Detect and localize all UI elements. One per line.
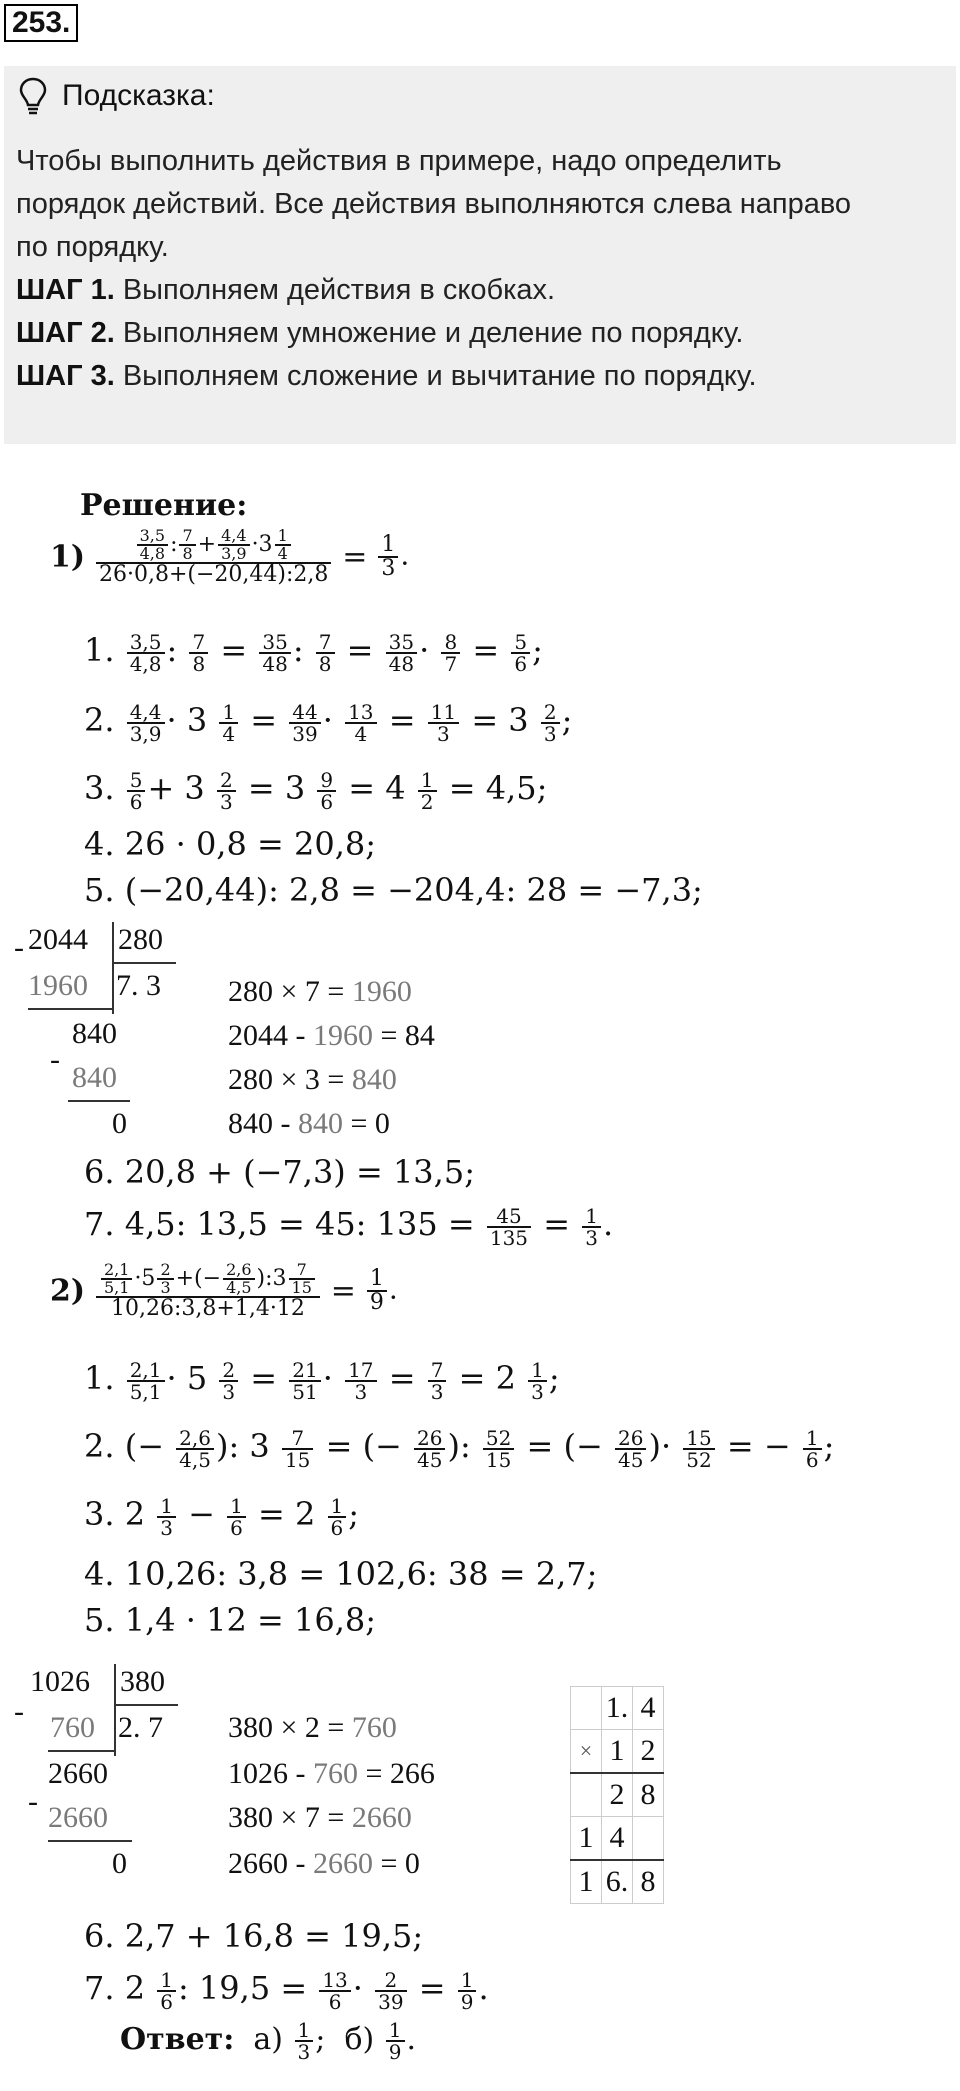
p2-step-1: 1. $\frac{2,1}{5,1}$ · 5 $\frac{2}{3}$ = $\frac{21}{51}$ · $\frac{17}{3}$ = $\frac{7}{3}$ = 2 $\frac{1}{3}$ ;: [84, 1357, 560, 1404]
mult-cell: 6.: [602, 1860, 633, 1904]
division-2-row: 0: [112, 1847, 127, 1880]
division-2-note: 1026 - 760 = 266: [228, 1757, 435, 1790]
division-1-minus: -: [50, 1043, 60, 1076]
p2-step-6: 6. 2,7 + 16,8 = 19,5;: [84, 1917, 424, 1955]
hint-step-1: ШАГ 1. Выполняем действия в скобках.: [16, 274, 556, 306]
p2-step-2: 2. (− $\frac{2,6}{4,5}$ ): 3 $\frac{7}{15}$ = (− $\frac{26}{45}$ ): $\frac{52}{15}$ = (− $\frac{26}{45}$ )· $\frac{15}{52}$ = − $\frac{1}{6}$ ;: [84, 1425, 835, 1472]
division-1-row: 1960: [28, 969, 88, 1002]
hint-title: Подсказка:: [62, 79, 215, 112]
mult-cell: 2: [602, 1773, 633, 1817]
division-2-quotient: 2. 7: [118, 1711, 163, 1744]
hint-text-line: Чтобы выполнить действия в примере, надо определить: [16, 145, 782, 177]
exercise-number: 253.: [4, 4, 78, 42]
problem-2-expression: 2) $\frac{2,1}{5,1}$ ·5 $\frac{2}{3}$ +(− $\frac{2,6}{4,5}$ ):3 $\frac{7}{15}$ 10,26:3,8+1,4·12 = $\frac{1}{9}$ .: [50, 1260, 398, 1321]
hint-text-line: по порядку.: [16, 231, 169, 263]
mult-cell: 2: [633, 1730, 664, 1774]
multiplication-grid: [570, 1686, 664, 1904]
problem-1-expression: 1) $\frac{3,5}{4,8}$ : $\frac{7}{8}$ + $\frac{4,4}{3,9}$ ·3 $\frac{1}{4}$ 26·0,8+(−20,44):2,8 = $\frac{1}{3}$ .: [50, 526, 410, 587]
division-2-note: 380 × 7 = 2660: [228, 1801, 412, 1834]
hint-step-2: ШАГ 2. Выполняем умножение и деление по порядку.: [16, 317, 744, 349]
solution-heading: Решение:: [80, 488, 248, 523]
mult-cell: 1: [602, 1730, 633, 1774]
p1-step-2: 2. $\frac{4,4}{3,9}$ · 3 $\frac{1}{4}$ = $\frac{44}{39}$ · $\frac{13}{4}$ = $\frac{11}{3}$ = 3 $\frac{2}{3}$ ;: [84, 699, 573, 746]
p1-step-6: 6. 20,8 + (−7,3) = 13,5;: [84, 1153, 475, 1191]
mult-cell: 1.: [602, 1687, 633, 1730]
mult-cell: 4: [633, 1687, 664, 1730]
division-2-note: 2660 - 2660 = 0: [228, 1847, 420, 1880]
division-1-quotient: 7. 3: [116, 969, 161, 1002]
hint-step-3: ШАГ 3. Выполняем сложение и вычитание по порядку.: [16, 360, 757, 392]
division-1-divisor: 280: [118, 923, 163, 956]
p1-step-3: 3. $\frac{5}{6}$ + 3 $\frac{2}{3}$ = 3 $\frac{9}{6}$ = 4 $\frac{1}{2}$ = 4,5;: [84, 767, 548, 814]
division-1-minus: -: [14, 931, 24, 964]
division-1-dividend: 2044: [28, 923, 88, 956]
p1-step-5: 5. (−20,44): 2,8 = −204,4: 28 = −7,3;: [84, 871, 703, 909]
mult-cell: 1: [571, 1817, 602, 1861]
p2-step-3: 3. 2 $\frac{1}{3}$ − $\frac{1}{6}$ = 2 $\frac{1}{6}$ ;: [84, 1493, 360, 1540]
mult-cell: [633, 1817, 664, 1861]
p1-step-7: 7. 4,5: 13,5 = 45: 135 = $\frac{45}{135}$ = $\frac{1}{3}$ .: [84, 1203, 614, 1250]
division-1-row: 840: [72, 1061, 117, 1094]
division-2-divisor: 380: [120, 1665, 165, 1698]
lightbulb-icon: [18, 76, 48, 116]
division-1-note: 840 - 840 = 0: [228, 1107, 390, 1140]
p2-step-5: 5. 1,4 · 12 = 16,8;: [84, 1601, 377, 1639]
division-2-minus: -: [14, 1695, 24, 1728]
mult-cell: 8: [633, 1773, 664, 1817]
mult-sign: ×: [571, 1730, 602, 1774]
division-1-note: 280 × 7 = 1960: [228, 975, 412, 1008]
mult-cell: 1: [571, 1860, 602, 1904]
answer-line: Ответ: а) $\frac{1}{3}$ ; б) $\frac{1}{9}$ .: [120, 2018, 417, 2064]
mult-cell: 4: [602, 1817, 633, 1861]
mult-cell: 8: [633, 1860, 664, 1904]
division-2-row: 2660: [48, 1757, 108, 1790]
hint-text-line: порядок действий. Все действия выполняются слева направо: [16, 188, 852, 220]
p1-step-4: 4. 26 · 0,8 = 20,8;: [84, 825, 377, 863]
division-2-dividend: 1026: [30, 1665, 90, 1698]
p2-step-4: 4. 10,26: 3,8 = 102,6: 38 = 2,7;: [84, 1555, 598, 1593]
mult-cell: [571, 1687, 602, 1730]
division-1-row: 840: [72, 1017, 117, 1050]
division-2-row: 2660: [48, 1801, 108, 1834]
division-1-note: 280 × 3 = 840: [228, 1063, 397, 1096]
division-2-minus: -: [28, 1785, 38, 1818]
division-2-note: 380 × 2 = 760: [228, 1711, 397, 1744]
division-1-row: 0: [112, 1107, 127, 1140]
p2-step-7: 7. 2 $\frac{1}{6}$ : 19,5 = $\frac{13}{6}$ · $\frac{2}{39}$ = $\frac{1}{9}$ .: [84, 1967, 489, 2014]
mult-cell: [571, 1773, 602, 1817]
division-1-note: 2044 - 1960 = 84: [228, 1019, 435, 1052]
p1-step-1: 1. $\frac{3,5}{4,8}$ : $\frac{7}{8}$ = $\frac{35}{48}$ : $\frac{7}{8}$ = $\frac{35}{48}$ · $\frac{8}{7}$ = $\frac{5}{6}$ ;: [84, 629, 543, 676]
division-2-row: 760: [50, 1711, 95, 1744]
